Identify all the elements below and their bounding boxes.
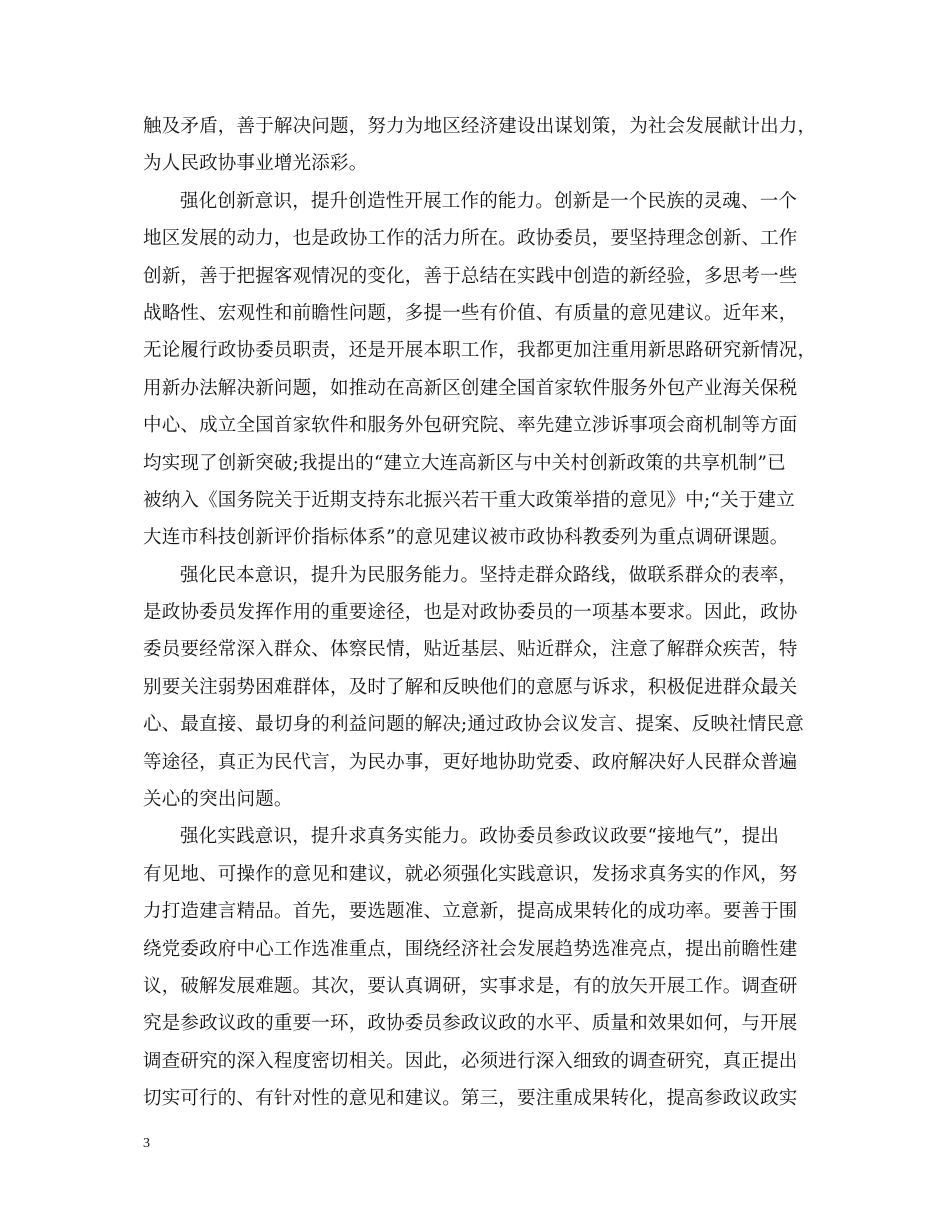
text-line: 调查研究的深入程度密切相关。因此，必须进行深入细致的调查研究，真正提出 [143,1050,798,1072]
text-line: 是政协委员发挥作用的重要途径，也是对政协委员的一项基本要求。因此，政协 [143,602,798,624]
paragraph [143,557,823,819]
paragraph [143,108,823,183]
text-line: 均实现了创新突破;我提出的“建立大连高新区与中关村创新政策的共享机制”已 [143,452,786,474]
text-line: 无论履行政协委员职责，还是开展本职工作，我都更加注重用新思路研究新情况， [143,340,817,362]
text-line: 心、最直接、最切身的利益问题的解决;通过政协会议发言、提案、反映社情民意 [143,714,804,736]
text-line: 强化实践意识，提升求真务实能力。政协委员参政议政要“接地气”，提出 [180,826,780,848]
text-line: 关心的突出问题。 [143,789,293,811]
text-line: 强化创新意识，提升创造性开展工作的能力。创新是一个民族的灵魂、一个 [180,190,798,212]
text-line: 战略性、宏观性和前瞻性问题，多提一些有价值、有质量的意见建议。近年来， [143,302,798,324]
text-line: 切实可行的、有针对性的意见和建议。第三，要注重成果转化，提高参政议政实 [143,1088,798,1110]
text-line: 为人民政协事业增光添彩。 [143,153,368,175]
text-line: 别要关注弱势困难群体，及时了解和反映他们的意愿与诉求，积极促进群众最关 [143,676,798,698]
paragraph [143,183,823,557]
text-line: 力打造建言精品。首先，要选题准、立意新，提高成果转化的成功率。要善于围 [143,901,798,923]
document-body [143,108,823,1118]
page-number: 3 [143,1136,150,1151]
text-line: 地区发展的动力，也是政协工作的活力所在。政协委员，要坚持理念创新、工作 [143,228,798,250]
text-line: 强化民本意识，提升为民服务能力。坚持走群众路线，做联系群众的表率， [180,564,798,586]
text-line: 用新办法解决新问题，如推动在高新区创建全国首家软件服务外包产业海关保税 [143,377,798,399]
text-line: 有见地、可操作的意见和建议，就必须强化实践意识，发扬求真务实的作风，努 [143,863,798,885]
text-line: 绕党委政府中心工作选准重点，围绕经济社会发展趋势选准亮点，提出前瞻性建 [143,938,798,960]
paragraph [143,818,823,1117]
text-line: 议，破解发展难题。其次，要认真调研，实事求是，有的放矢开展工作。调查研 [143,975,798,997]
text-line: 触及矛盾，善于解决问题，努力为地区经济建设出谋划策，为社会发展献计出力， [143,116,817,137]
text-line: 等途径，真正为民代言，为民办事，更好地协助党委、政府解决好人民群众普遍 [143,751,798,773]
text-line: 委员要经常深入群众、体察民情，贴近基层、贴近群众，注意了解群众疾苦，特 [143,639,798,661]
text-line: 大连市科技创新评价指标体系”的意见建议被市政协科教委列为重点调研课题。 [143,527,789,549]
text-line: 被纳入《国务院关于近期支持东北振兴若干重大政策举措的意见》中;“关于建立 [143,489,795,511]
text-line: 中心、成立全国首家软件和服务外包研究院、率先建立涉诉事项会商机制等方面 [143,415,798,437]
text-line: 创新，善于把握客观情况的变化，善于总结在实践中创造的新经验，多思考一些 [143,265,798,287]
text-line: 究是参政议政的重要一环，政协委员参政议政的水平、质量和效果如何，与开展 [143,1013,798,1035]
